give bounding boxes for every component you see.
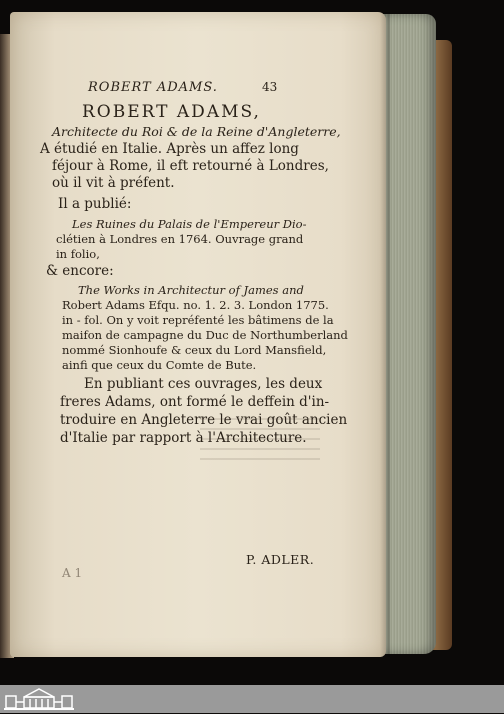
running-head: ROBERT ADAMS.	[88, 80, 218, 95]
viewer-footer-bar	[0, 685, 504, 713]
closing-line: En publiant ces ouvrages, les deux	[84, 376, 323, 392]
signature-mark: A 1	[62, 566, 83, 580]
author-credit: P. ADLER.	[246, 552, 315, 567]
entry-subtitle: Architecte du Roi & de la Reine d'Angleterre,	[52, 124, 341, 139]
closing-line: troduire en Angleterre le vrai goût ancien	[60, 412, 348, 428]
work1-line: in folio,	[56, 247, 100, 261]
work1-line: Les Ruines du Palais de l'Empereur Dio-	[72, 217, 307, 231]
work2-line: The Works in Architectur of James and	[78, 283, 304, 297]
closing-line: freres Adams, ont formé le deffein d'in-	[60, 394, 330, 410]
work2-line: ainfi que ceux du Comte de Bute.	[62, 358, 257, 372]
work1-line: clétien à Londres en 1764. Ouvrage grand	[56, 232, 304, 246]
entry-title: ROBERT ADAMS,	[82, 102, 261, 122]
page-number: 43	[262, 80, 278, 94]
work2-line: nommé Sionhoufe & ceux du Lord Mansfield,	[62, 343, 327, 357]
bio-line: A étudié en Italie. Après un affez long	[40, 141, 299, 157]
closing-line: d'Italie par rapport à l'Architecture.	[60, 430, 307, 446]
bio-line: féjour à Rome, il eft retourné à Londres,	[52, 158, 329, 174]
work2-line: maifon de campagne du Duc de Northumberland	[62, 328, 348, 342]
bleed-through-text	[200, 418, 320, 468]
building-logo-icon	[4, 688, 74, 714]
work2-line: in - fol. On y voit repréfenté les bâtimens de la	[62, 313, 334, 327]
bio-line: où il vit à préfent.	[52, 175, 175, 191]
published-intro: Il a publié:	[58, 196, 132, 212]
gutter-shadow	[380, 12, 390, 657]
work2-line: Robert Adams Efqu. no. 1. 2. 3. London 1775.	[62, 298, 329, 312]
and-also: & encore:	[46, 263, 114, 279]
